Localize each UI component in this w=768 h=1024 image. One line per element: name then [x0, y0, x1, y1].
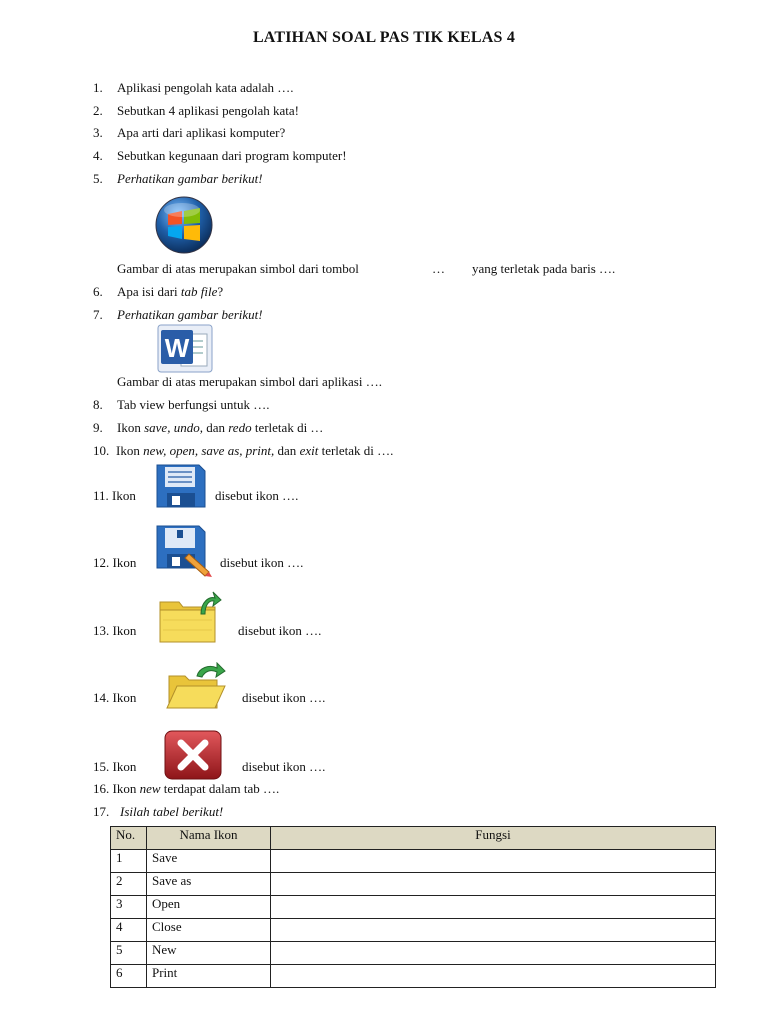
question-number: 4. — [93, 148, 103, 163]
cell-fungsi[interactable] — [271, 942, 716, 965]
cell-name: Close — [147, 919, 271, 942]
cell-fungsi[interactable] — [271, 850, 716, 873]
table-row — [111, 919, 716, 942]
cell-fungsi[interactable] — [271, 965, 716, 988]
question-number: 2. — [93, 103, 103, 118]
question-text: Isilah tabel berikut! — [120, 804, 224, 819]
cell-no: 2 — [111, 873, 147, 896]
caption-text: yang terletak pada baris …. — [472, 261, 616, 276]
question-number: 7. — [93, 307, 103, 322]
cell-no: 4 — [111, 919, 147, 942]
cell-fungsi[interactable] — [271, 896, 716, 919]
question-15-text: disebut ikon …. — [242, 759, 326, 774]
question-text: Ikon new, open, save as, print, dan exit terletak di …. — [116, 443, 394, 458]
question-text: Apa arti dari aplikasi komputer? — [117, 125, 286, 140]
windows-logo-icon — [152, 196, 218, 259]
ms-word-icon — [157, 324, 215, 379]
caption-blank: … — [432, 261, 445, 276]
question-text: Perhatikan gambar berikut! — [117, 171, 263, 186]
column-header: No. — [111, 827, 147, 850]
save-floppy-icon — [155, 463, 207, 514]
question-text: Tab view berfungsi untuk …. — [117, 397, 270, 412]
cell-name: Open — [147, 896, 271, 919]
answer-table — [110, 826, 716, 988]
question-number: 8. — [93, 397, 103, 412]
folder-arrow-icon — [157, 590, 223, 649]
cell-no: 6 — [111, 965, 147, 988]
question-text: Perhatikan gambar berikut! — [117, 307, 263, 322]
question-12-label: 12. Ikon — [93, 555, 137, 570]
question-text: Sebutkan kegunaan dari program komputer! — [117, 148, 347, 163]
question-text: Ikon save, undo, dan redo terletak di … — [117, 420, 324, 435]
table-row — [111, 873, 716, 896]
question-number: 10. — [93, 443, 110, 458]
question-15-label: 15. Ikon — [93, 759, 137, 774]
question-number: 3. — [93, 125, 103, 140]
cell-fungsi[interactable] — [271, 919, 716, 942]
question-13-text: disebut ikon …. — [238, 623, 322, 638]
column-header: Nama Ikon — [147, 827, 271, 850]
question-text: Apa isi dari tab file? — [117, 284, 224, 299]
cell-no: 5 — [111, 942, 147, 965]
save-as-floppy-pencil-icon — [155, 524, 215, 583]
open-folder-icon — [165, 662, 229, 717]
question-number: 6. — [93, 284, 103, 299]
question-11-label: 11. Ikon — [93, 488, 136, 503]
cell-name: Save as — [147, 873, 271, 896]
cell-no: 1 — [111, 850, 147, 873]
cell-no: 3 — [111, 896, 147, 919]
question-text: Aplikasi pengolah kata adalah …. — [117, 80, 294, 95]
cell-name: New — [147, 942, 271, 965]
question-number: 1. — [93, 80, 103, 95]
question-number: 5. — [93, 171, 103, 186]
question-text: Sebutkan 4 aplikasi pengolah kata! — [117, 103, 299, 118]
table-row — [111, 850, 716, 873]
question-13-label: 13. Ikon — [93, 623, 137, 638]
table-header-row — [111, 827, 716, 850]
svg-text:W: W — [164, 333, 190, 363]
question-16: 16. Ikon new terdapat dalam tab …. — [93, 781, 280, 796]
question-12-text: disebut ikon …. — [220, 555, 304, 570]
table-row — [111, 896, 716, 919]
cell-name: Save — [147, 850, 271, 873]
caption-text: Gambar di atas merupakan simbol dari aplikasi …. — [117, 374, 382, 389]
cell-fungsi[interactable] — [271, 873, 716, 896]
cell-name: Print — [147, 965, 271, 988]
table-row — [111, 965, 716, 988]
page-title: LATIHAN SOAL PAS TIK KELAS 4 — [252, 29, 516, 46]
question-number: 9. — [93, 420, 103, 435]
column-header: Fungsi — [271, 827, 716, 850]
question-11-text: disebut ikon …. — [215, 488, 299, 503]
table-row — [111, 942, 716, 965]
question-14-label: 14. Ikon — [93, 690, 137, 705]
question-14-text: disebut ikon …. — [242, 690, 326, 705]
caption-text: Gambar di atas merupakan simbol dari tombol — [117, 261, 359, 276]
close-x-icon — [163, 729, 223, 786]
question-number: 17. — [93, 804, 110, 819]
